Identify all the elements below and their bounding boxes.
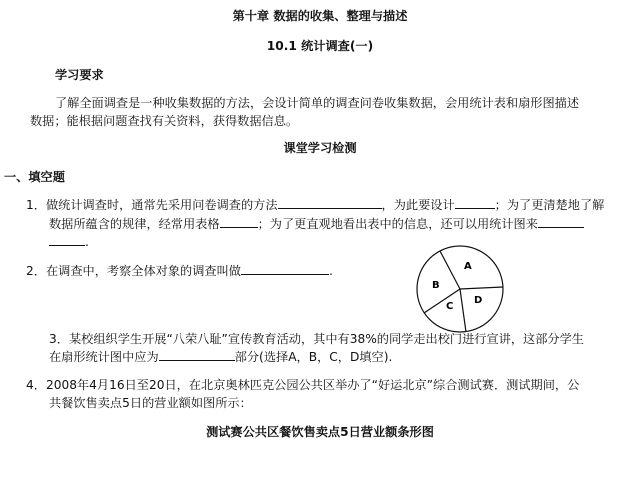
pie-divider	[440, 251, 460, 289]
question-3-blank[interactable]	[159, 348, 235, 361]
question-1-line-2	[49, 215, 584, 232]
question-1-blank-2[interactable]	[455, 196, 495, 209]
pie-chart-figure	[414, 243, 506, 335]
question-1-text-e: ；为了更直观地看出表中的信息，还可以用统计图来	[257, 217, 538, 231]
question-3-text-a: 在扇形统计图中应为	[49, 350, 159, 364]
question-2-end: .	[328, 264, 333, 278]
question-1-end: .	[85, 235, 89, 249]
question-1-blank-3[interactable]	[220, 215, 258, 228]
pie-label-d: D	[474, 295, 483, 306]
question-4-text-1: 2008年4月16日至20日，在北京奥林匹克公园公共区举办了“好运北京”综合测试赛．测试期间，公	[45, 378, 580, 392]
pie-divider	[460, 287, 503, 289]
pie-label-b: B	[432, 280, 440, 291]
requirements-heading: 学习要求	[55, 68, 104, 82]
question-1-line-1	[26, 196, 604, 213]
figure-caption: 测试赛公共区餐饮售卖点5日营业额条形图	[206, 425, 434, 439]
question-1-number: 1．	[26, 198, 46, 212]
question-1-blank-4[interactable]	[538, 215, 584, 228]
classroom-heading: 课堂学习检测	[283, 141, 357, 155]
question-1-blank-1[interactable]	[278, 196, 382, 209]
pie-label-c: C	[446, 301, 454, 312]
requirements-line-2: 数据；能根据问题查找有关资料，获得数据信息。	[30, 114, 299, 128]
requirements-line-1: 了解全面调查是一种收集数据的方法，会设计简单的调查问卷收集数据，会用统计表和扇形图描述	[55, 96, 580, 110]
pie-label-a: A	[464, 261, 472, 272]
question-2-number: 2．	[26, 264, 46, 278]
question-3-line-1: 3．某校组织学生开展“八荣八耻”宣传教育活动，其中有38%的同学走出校门进行宣讲，这部分学生	[49, 332, 584, 346]
question-3-line-2	[49, 348, 392, 365]
part1-heading: 一、填空题	[4, 170, 65, 184]
question-1-blank-5[interactable]	[49, 233, 85, 246]
question-2-text: 在调查中，考察全体对象的调查叫做	[45, 264, 241, 278]
question-4-line-1	[26, 376, 579, 393]
question-1-text-d: 数据所蕴含的规律，经常用表格	[49, 217, 220, 231]
pie-divider	[460, 289, 466, 332]
question-1-text-a: 做统计调查时，通常先采用问卷调查的方法	[45, 198, 278, 212]
question-3-text-b: 部分(选择A，B，C，D填空).	[234, 350, 393, 364]
question-2-blank[interactable]	[241, 262, 329, 275]
section-title: 10.1 统计调查(一)	[266, 39, 374, 53]
question-4-number: 4．	[26, 378, 46, 392]
question-4-line-2: 共餐饮售卖点5日的营业额如图所示：	[49, 396, 252, 410]
chapter-title: 第十章 数据的收集、整理与描述	[232, 9, 408, 23]
pie-divider	[424, 289, 460, 313]
question-2	[26, 262, 333, 279]
question-1-line-3	[49, 233, 89, 249]
question-1-text-c: ；为了更清楚地了解	[494, 198, 605, 212]
question-1-text-b: ，为此要设计	[381, 198, 455, 212]
